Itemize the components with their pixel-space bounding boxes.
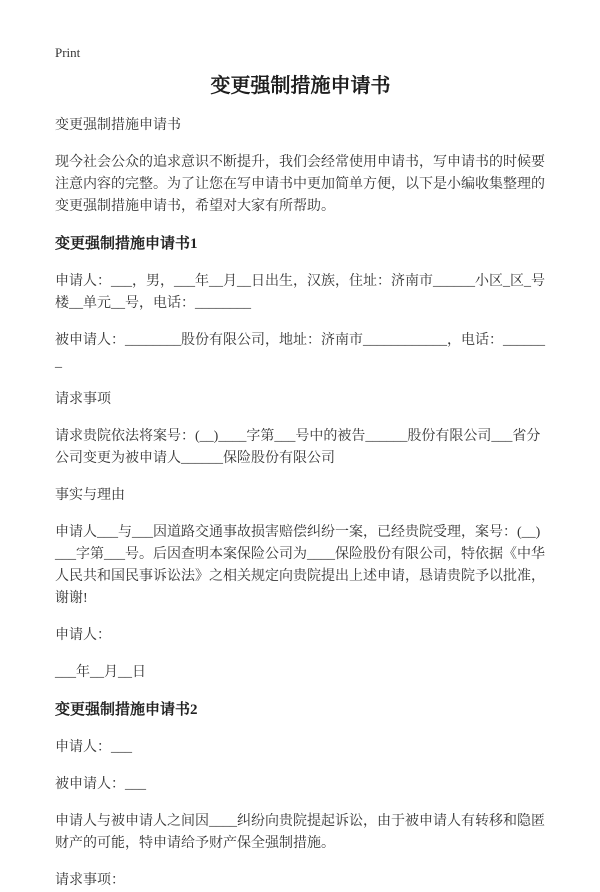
section1-respondent-line: 被申请人：________股份有限公司，地址：济南市____________，电话：_______	[55, 333, 545, 370]
doc-subtitle: 变更强制措施申请书	[55, 118, 181, 133]
section2-applicant-line: 申请人：___	[55, 740, 132, 755]
page-title: 变更强制措施申请书	[210, 75, 391, 97]
section1-request-heading: 请求事项	[55, 392, 111, 407]
section1-request-body: 请求贵院依法将案号：(__)____字第___号中的被告______股份有限公司___省分公司变更为被申请人______保险股份有限公司	[55, 429, 541, 466]
intro-paragraph: 现今社会公众的追求意识不断提升，我们会经常使用申请书，写申请书的时候要注意内容的完整。为了让您在写申请书中更加简单方便，以下是小编收集整理的变更强制措施申请书，希望对大家有所帮助。	[55, 155, 545, 214]
section2-heading: 变更强制措施申请书2	[55, 702, 198, 718]
section2-request-heading: 请求事项：	[55, 873, 125, 888]
section1-date-line: ___年__月__日	[55, 665, 146, 680]
print-link[interactable]: Print	[55, 45, 81, 60]
section1-applicant-line: 申请人：___，男，___年__月__日出生，汉族，住址：济南市______小区_区_号楼__单元__号，电话：________	[55, 274, 545, 311]
section1-facts-body: 申请人___与___因道路交通事故损害赔偿纠纷一案，已经贵院受理，案号：(__)___字第___号。后因查明本案保险公司为____保险股份有限公司，特依据《中华人民共和国民事诉讼法》之相关规定向贵院提出上述申请，恳请贵院予以批准，谢谢!	[55, 525, 545, 606]
section1-signature-label: 申请人：	[55, 628, 111, 643]
section1-facts-heading: 事实与理由	[55, 488, 125, 503]
section2-body: 申请人与被申请人之间因____纠纷向贵院提起诉讼，由于被申请人有转移和隐匿财产的可能，特申请给予财产保全强制措施。	[55, 814, 545, 851]
section1-heading: 变更强制措施申请书1	[55, 236, 198, 252]
section2-respondent-line: 被申请人：___	[55, 777, 146, 792]
